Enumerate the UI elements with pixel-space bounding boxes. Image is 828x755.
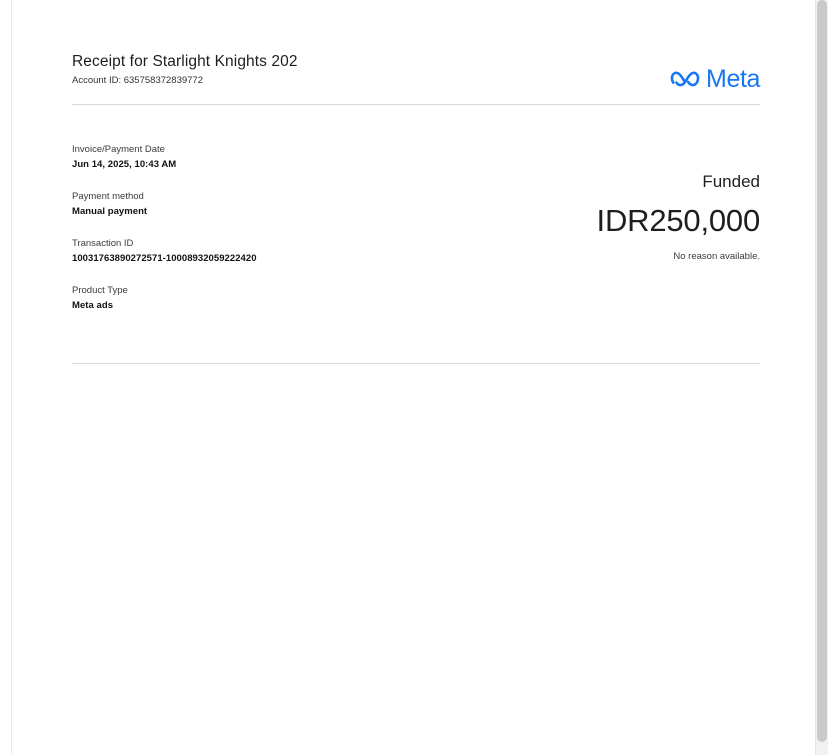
footer-divider <box>72 363 760 364</box>
receipt-body <box>72 143 760 312</box>
receipt-fields <box>72 143 402 312</box>
field-transaction-id <box>72 237 402 265</box>
receipt-content <box>72 52 760 372</box>
field-label: Payment method <box>72 191 144 202</box>
meta-wordmark: Meta <box>706 65 760 93</box>
header-left <box>72 52 298 87</box>
field-label: Invoice/Payment Date <box>72 144 165 155</box>
receipt-header <box>72 52 760 92</box>
reason-text: No reason available. <box>673 251 760 262</box>
vertical-scrollbar[interactable] <box>815 0 828 755</box>
field-product-type <box>72 284 402 312</box>
header-divider <box>72 104 760 105</box>
field-value: Jun 14, 2025, 10:43 AM <box>72 159 177 170</box>
field-value: Meta ads <box>72 300 114 311</box>
meta-logo <box>670 66 760 92</box>
page-title: Receipt for Starlight Knights 202 <box>72 53 298 70</box>
field-value: 10031763890272571-10008932059222420 <box>72 253 257 264</box>
field-label: Transaction ID <box>72 238 134 249</box>
account-id: Account ID: 635758372839772 <box>72 75 203 86</box>
field-value: Manual payment <box>72 206 148 217</box>
receipt-page <box>12 0 816 755</box>
scrollbar-thumb[interactable] <box>817 0 827 742</box>
field-payment-method <box>72 190 402 218</box>
status-badge: Funded <box>702 172 760 191</box>
total-amount: IDR250,000 <box>596 203 760 238</box>
meta-infinity-icon <box>670 69 700 89</box>
receipt-summary <box>420 143 760 312</box>
field-invoice-date <box>72 143 402 171</box>
field-label: Product Type <box>72 285 128 296</box>
